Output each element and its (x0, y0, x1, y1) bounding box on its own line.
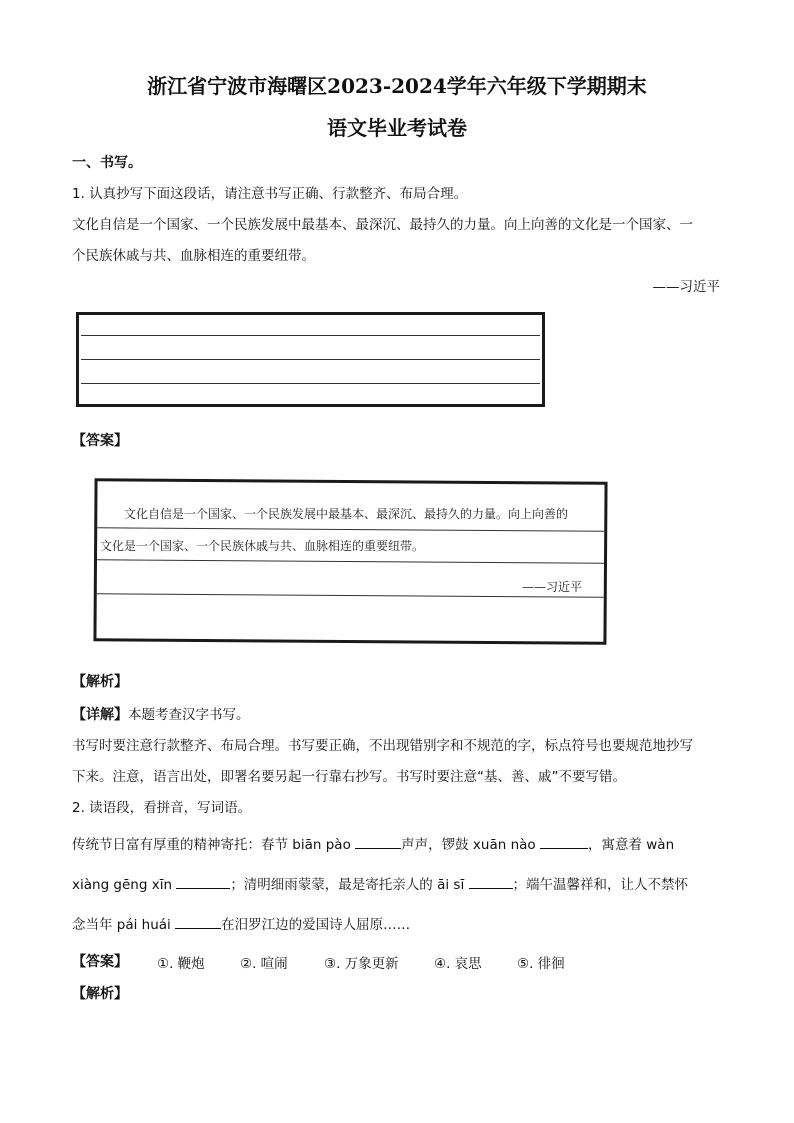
analysis2-label: 【解析】 (72, 986, 128, 1002)
question2-prompt: 2. 读语段，看拼音，写词语。 (72, 800, 252, 816)
passage-line2: 个民族休戚与共、血脉相连的重要纽带。 (72, 248, 315, 264)
detail-row (72, 703, 250, 724)
explanation-line2: 下来。注意，语言出处，即署名要另起一行靠右抄写。书写时要注意“基、善、戚”不要写错。 (72, 769, 626, 785)
question2-line3 (72, 913, 410, 933)
passage-line1: 文化自信是一个国家、一个民族发展中最基本、最深沉、最持久的力量。向上向善的文化是一个国家、一 (72, 217, 693, 233)
explanation-line1: 书写时要注意行款整齐、布局合理。书写要正确，不出现错别字和不规范的字，标点符号也要规范地抄写 (72, 738, 693, 754)
blank-writing-grid (76, 312, 545, 407)
q2-line2-part-c: ；端午温馨祥和，让人不禁怀 (512, 877, 688, 893)
q2-line3-part-a: 念当年 pái huái (72, 917, 176, 933)
fill-blank-1[interactable] (355, 835, 401, 850)
fill-blank-3[interactable] (176, 875, 230, 890)
grid-line (97, 559, 604, 564)
q2-line1-part-c: ，寓意着 wàn (587, 837, 675, 853)
answer-item-1: ①. 鞭炮 (157, 956, 205, 972)
answer-item-3: ③. 万象更新 (324, 956, 399, 972)
fill-blank-4[interactable] (469, 875, 513, 890)
handwriting-attribution: ——习近平 (522, 580, 583, 594)
answer-item-2: ②. 喧闹 (240, 956, 288, 972)
grid-line (97, 527, 604, 532)
grid-line (81, 335, 540, 336)
grid-line (81, 383, 540, 384)
passage-attribution: ——习近平 (652, 279, 720, 295)
detail-text: 本题考查汉字书写。 (128, 707, 250, 723)
analysis-label: 【解析】 (72, 674, 128, 690)
fill-blank-2[interactable] (540, 835, 588, 850)
document-title-line2: 语文毕业考试卷 (327, 116, 467, 140)
answer-item-5: ⑤. 徘徊 (517, 956, 565, 972)
question1-prompt: 1. 认真抄写下面这段话，请注意书写正确、行款整齐、布局合理。 (72, 186, 468, 202)
answer-item-4: ④. 哀思 (434, 956, 482, 972)
handwriting-line2: 文化是一个国家、一个民族休戚与共、血脉相连的重要纽带。 (100, 539, 425, 553)
detail-label: 【详解】 (72, 707, 128, 723)
question2-line1 (72, 833, 674, 853)
answer2-label: 【答案】 (72, 954, 128, 970)
handwriting-line1: 文化自信是一个国家、一个民族发展中最基本、最深沉、最持久的力量。向上向善的 (124, 507, 569, 521)
fill-blank-5[interactable] (175, 915, 221, 930)
q2-line3-part-b: 在汨罗江边的爱国诗人屈原…… (221, 917, 411, 933)
q2-line2-part-b: ；清明细雨蒙蒙，最是寄托亲人的 āi sī (230, 877, 469, 893)
q2-line1-part-b: 声声，锣鼓 xuān nào (401, 837, 540, 853)
question2-line2 (72, 873, 688, 893)
answer-label: 【答案】 (72, 433, 128, 449)
q2-line1-part-a: 传统节日富有厚重的精神寄托：春节 biān pào (72, 837, 356, 853)
handwriting-answer-grid (93, 478, 607, 645)
grid-line (81, 359, 540, 360)
section-heading: 一、书写。 (72, 155, 142, 171)
document-title-line1: 浙江省宁波市海曙区2023-2024学年六年级下学期期末 (147, 74, 647, 98)
q2-line2-part-a: xiàng gēng xīn (72, 877, 177, 893)
